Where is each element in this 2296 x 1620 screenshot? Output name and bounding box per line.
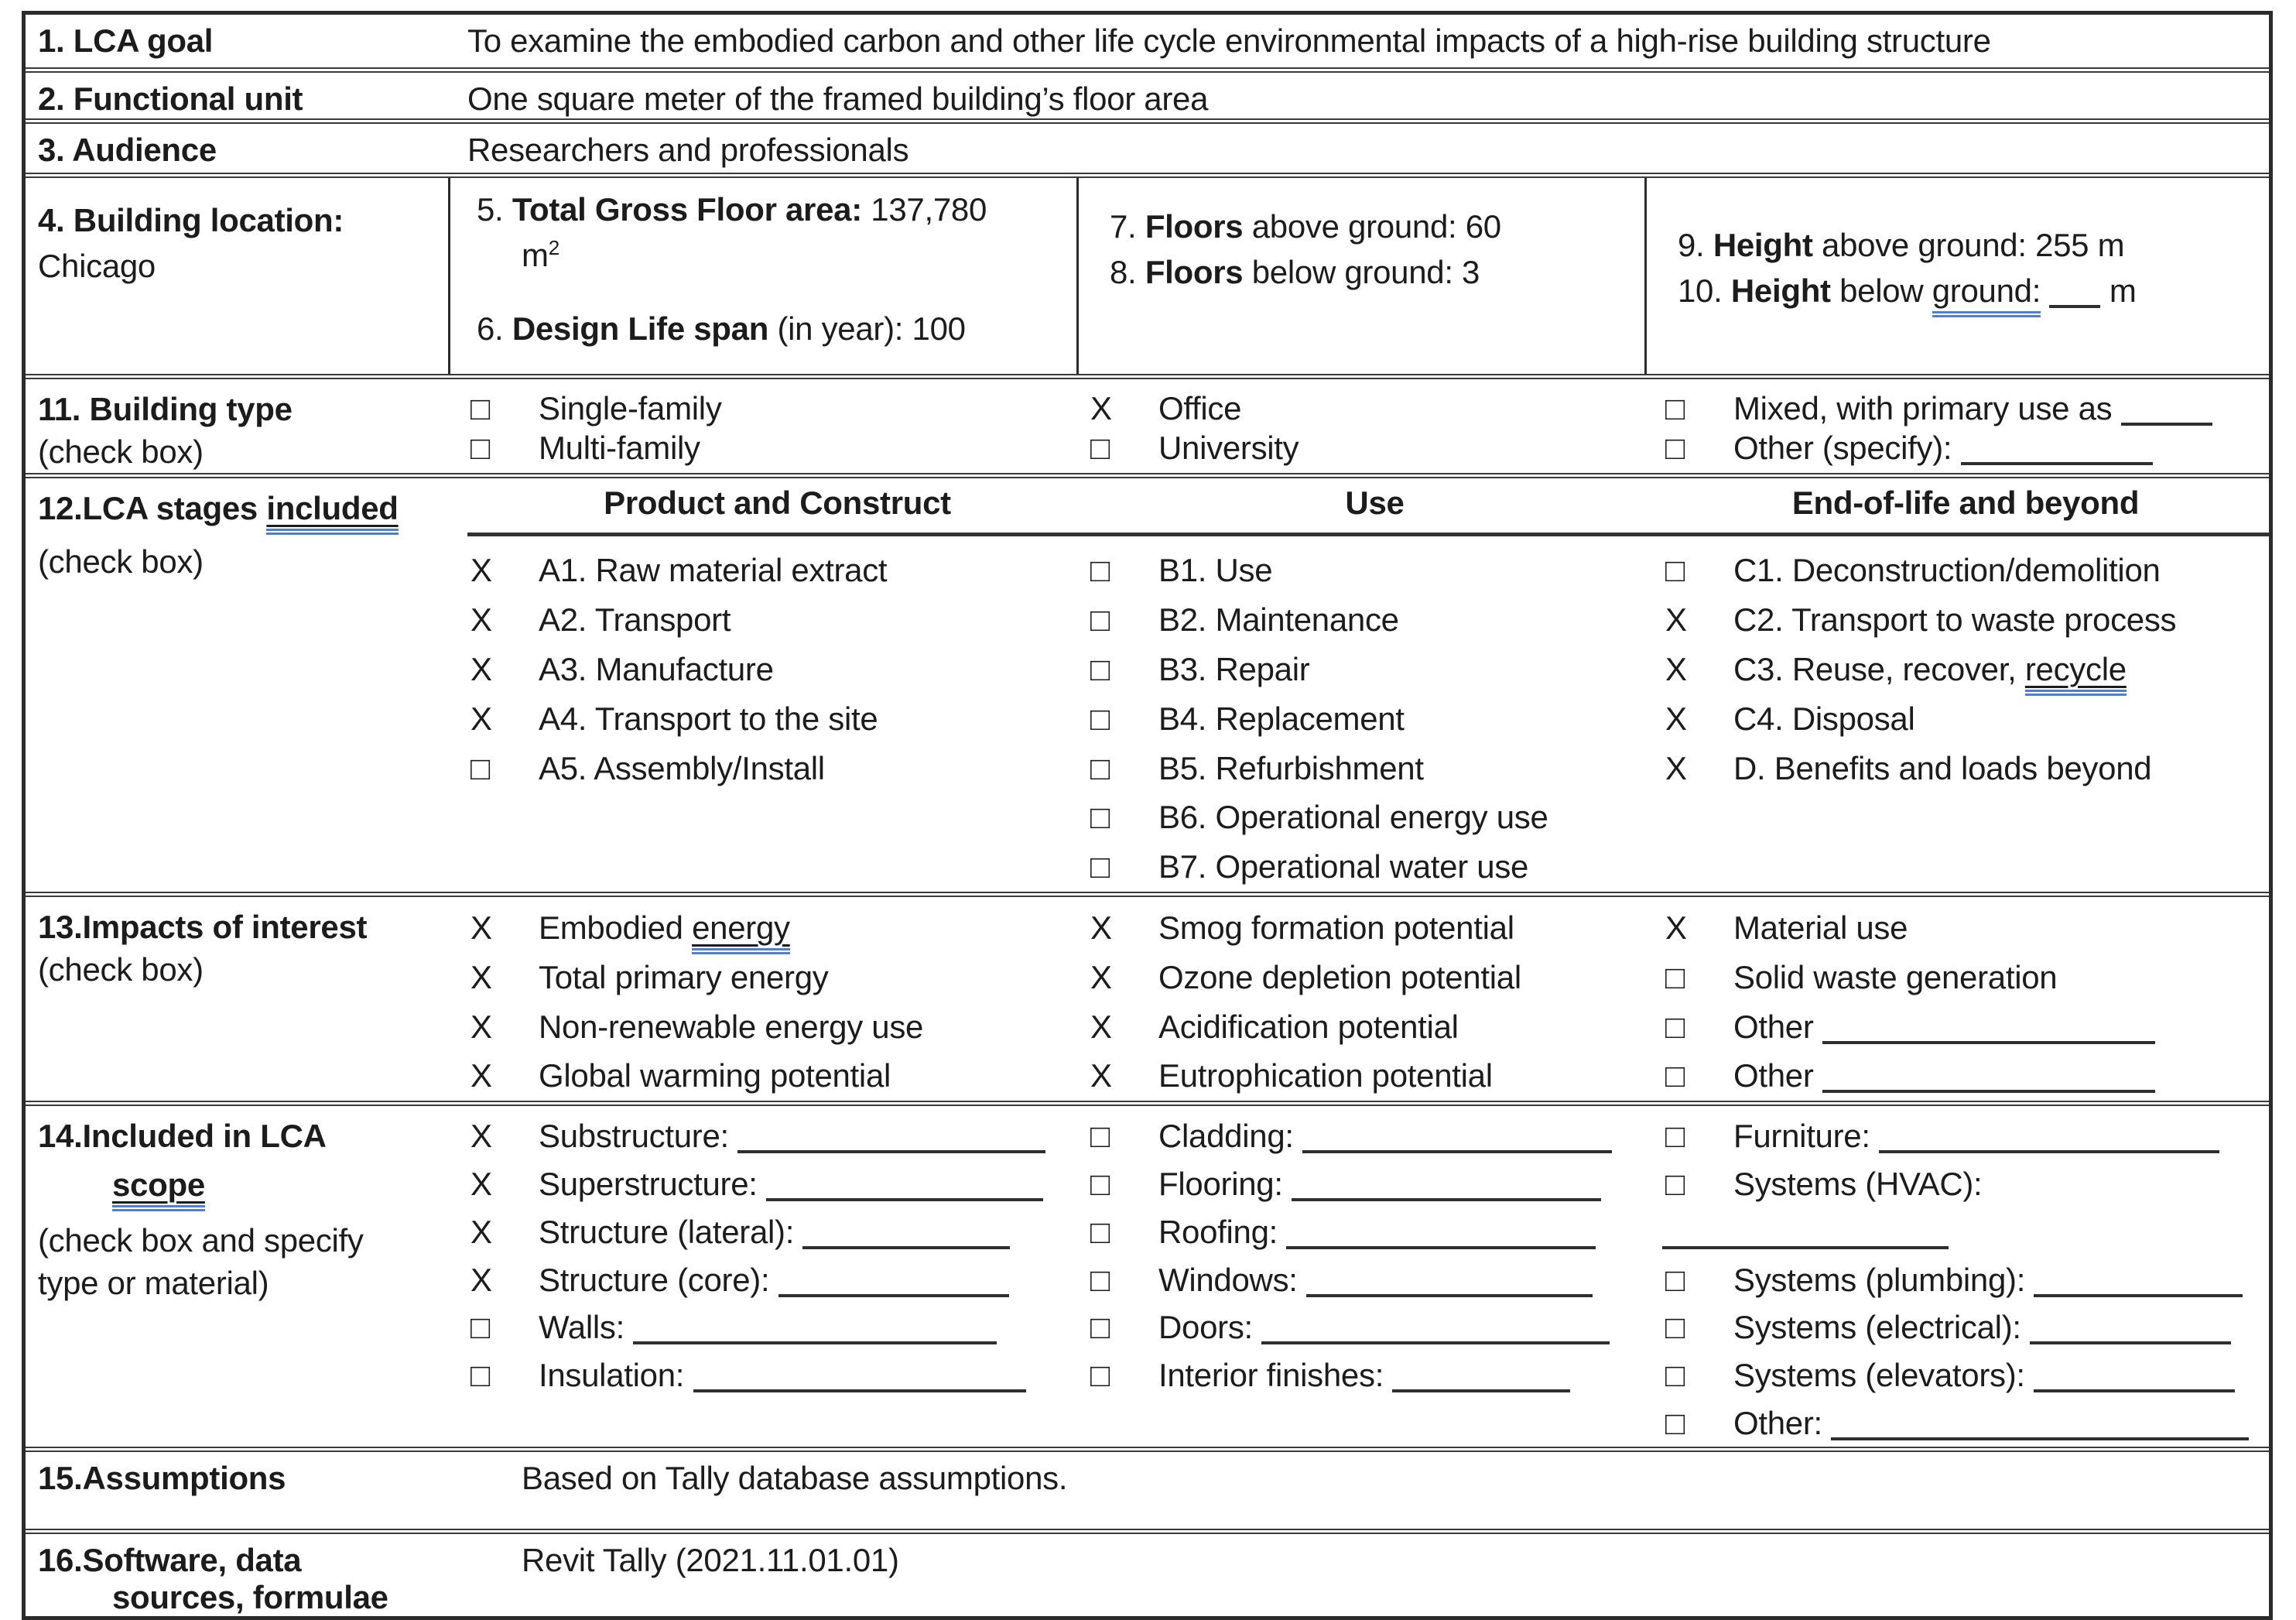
checklist-label: Other bbox=[1733, 1008, 1814, 1045]
functional-unit-value: One square meter of the framed building’s floor area bbox=[467, 80, 1209, 117]
checkbox-mark: X bbox=[1665, 650, 1687, 687]
height-unit: m bbox=[2109, 272, 2137, 309]
building-location-value: Chicago bbox=[38, 247, 156, 284]
area-unit-exponent: 2 bbox=[548, 235, 559, 259]
checklist-label: Ozone depletion potential bbox=[1158, 958, 1521, 995]
height-label: Height bbox=[1730, 272, 1831, 309]
building-type-col1 bbox=[467, 379, 1087, 468]
checklist-item bbox=[467, 428, 1087, 468]
checklist-item bbox=[1662, 1399, 2269, 1447]
item-number: 7. bbox=[1110, 208, 1137, 245]
checkbox-mark: X bbox=[1090, 1057, 1112, 1094]
checklist-label: Global warming potential bbox=[539, 1057, 891, 1094]
checkbox-mark: □ bbox=[1665, 1309, 1685, 1346]
scope-label: 14.Included in LCA bbox=[38, 1118, 327, 1155]
checklist-item bbox=[1662, 1160, 2269, 1255]
building-type-label-cell bbox=[26, 379, 467, 473]
checklist-label: C3. Reuse, recover, bbox=[1733, 650, 2025, 687]
impacts-label-cell bbox=[26, 897, 467, 1101]
checklist-label: Other bbox=[1733, 1057, 1814, 1094]
checkbox-mark: □ bbox=[1665, 1404, 1685, 1441]
checklist-label: B4. Replacement bbox=[1158, 700, 1405, 737]
row-functional-unit bbox=[26, 67, 2269, 118]
scope-sublabel-2: type or material) bbox=[38, 1265, 269, 1302]
checklist-label: Substructure: bbox=[539, 1118, 729, 1155]
checkbox-mark: X bbox=[1090, 390, 1112, 426]
stages-col-use bbox=[1087, 536, 1662, 892]
checklist-label: D. Benefits and loads beyond bbox=[1733, 749, 2152, 786]
checklist-label: Superstructure: bbox=[539, 1166, 758, 1203]
checklist-label: Embodied bbox=[539, 909, 693, 946]
checkbox-mark: X bbox=[470, 1118, 492, 1155]
audience-value: Researchers and professionals bbox=[467, 132, 909, 168]
height-label: Height bbox=[1713, 227, 1813, 263]
lca-stages-sublabel: (check box) bbox=[38, 543, 204, 580]
blank-line bbox=[1822, 1070, 2155, 1093]
checklist-item bbox=[1087, 1351, 1662, 1399]
checkbox-mark: X bbox=[470, 909, 492, 946]
lca-stage-headers bbox=[467, 478, 2269, 536]
height-above-ground bbox=[1678, 223, 2261, 269]
checklist-item bbox=[1087, 1112, 1662, 1160]
checklist-label: Material use bbox=[1733, 909, 1908, 946]
checklist-item bbox=[467, 1002, 1087, 1052]
checklist-item bbox=[1087, 1051, 1662, 1101]
checkbox-mark: □ bbox=[1665, 1057, 1685, 1094]
checklist-item bbox=[1087, 842, 1662, 892]
checkbox-mark: X bbox=[1665, 601, 1687, 639]
row-building-info bbox=[26, 173, 2269, 374]
checklist-label: C1. Deconstruction/demolition bbox=[1733, 552, 2161, 589]
checklist-item bbox=[467, 694, 1087, 744]
checkbox-mark: □ bbox=[1090, 848, 1110, 885]
checklist-label: A3. Manufacture bbox=[539, 650, 774, 687]
checkbox-mark: □ bbox=[470, 390, 491, 426]
checklist-label: Insulation: bbox=[539, 1356, 685, 1393]
building-type-sublabel: (check box) bbox=[38, 433, 204, 470]
checkbox-mark: □ bbox=[1090, 1309, 1110, 1346]
checklist-label: Walls: bbox=[539, 1309, 624, 1346]
header-product-construct: Product and Construct bbox=[604, 485, 951, 522]
checkbox-mark: □ bbox=[1665, 390, 1685, 426]
grammar-underlined-word: included bbox=[266, 490, 398, 535]
checklist-item bbox=[1087, 1208, 1662, 1256]
checkbox-mark: X bbox=[470, 1008, 492, 1045]
checklist-label: Structure (core): bbox=[539, 1261, 770, 1298]
software-label-cell bbox=[26, 1534, 467, 1616]
checklist-item bbox=[467, 1208, 1087, 1256]
checklist-label: B3. Repair bbox=[1158, 650, 1310, 687]
checklist-item bbox=[1662, 1112, 2269, 1160]
checklist-label: Other: bbox=[1733, 1404, 1822, 1441]
blank-line bbox=[1286, 1226, 1596, 1249]
checklist-label: Non-renewable energy use bbox=[539, 1008, 924, 1045]
checklist-label: Interior finishes: bbox=[1158, 1356, 1384, 1393]
checkbox-mark: □ bbox=[470, 1356, 491, 1393]
scope-col1 bbox=[467, 1106, 1087, 1447]
checklist-label: Cladding: bbox=[1158, 1118, 1294, 1155]
software-label-line1: 16.Software, data bbox=[38, 1542, 302, 1579]
blank-line bbox=[1662, 1226, 1949, 1249]
lca-goal-label: 1. LCA goal bbox=[38, 22, 214, 59]
grammar-underlined-word: ground: bbox=[1932, 272, 2041, 317]
lca-goal-value: To examine the embodied carbon and other life cycle environmental impacts of a high-rise building structure bbox=[467, 22, 1991, 59]
checklist-item bbox=[467, 645, 1087, 694]
checkbox-mark: □ bbox=[1090, 650, 1110, 687]
floors-above-ground bbox=[1110, 204, 1637, 250]
blank-line bbox=[802, 1226, 1010, 1249]
checkbox-mark: X bbox=[470, 958, 492, 995]
checklist-item bbox=[1662, 595, 2269, 645]
checkbox-mark: X bbox=[470, 1057, 492, 1094]
checklist-item bbox=[467, 744, 1087, 793]
checklist-label: Other (specify): bbox=[1733, 430, 1952, 467]
checklist-item bbox=[467, 1256, 1087, 1304]
checklist-item bbox=[467, 546, 1087, 595]
item-number: 10. bbox=[1678, 272, 1723, 309]
item-number: 9. bbox=[1678, 227, 1705, 263]
design-life-span bbox=[477, 307, 1069, 352]
lca-stages-label-cell bbox=[26, 478, 467, 892]
row-impacts-of-interest bbox=[26, 892, 2269, 1101]
checkbox-mark: X bbox=[1090, 1008, 1112, 1045]
checklist-item bbox=[1662, 1256, 2269, 1304]
checkbox-mark: X bbox=[470, 1261, 492, 1298]
checklist-label: B1. Use bbox=[1158, 552, 1273, 589]
floors-above-value: above ground: 60 bbox=[1251, 208, 1501, 245]
floors-label: Floors bbox=[1145, 208, 1244, 245]
building-location-cell bbox=[26, 178, 448, 374]
blank-line bbox=[2034, 1274, 2243, 1297]
blank-line bbox=[1392, 1369, 1570, 1392]
checklist-item bbox=[1662, 903, 2269, 953]
checklist-label: C2. Transport to waste process bbox=[1733, 601, 2177, 639]
row-lca-stages bbox=[26, 473, 2269, 892]
checklist-label: Structure (lateral): bbox=[539, 1213, 795, 1250]
blank-line bbox=[2030, 1321, 2231, 1344]
checklist-label: Windows: bbox=[1158, 1261, 1298, 1298]
scope-col3 bbox=[1662, 1106, 2269, 1447]
checklist-label: Systems (elevators): bbox=[1733, 1356, 2025, 1393]
checklist-item bbox=[1087, 1002, 1662, 1052]
lca-stages-label: 12.LCA stages included bbox=[38, 488, 463, 530]
checklist-item bbox=[1662, 389, 2269, 428]
checkbox-mark: □ bbox=[1090, 601, 1110, 639]
floors-label: Floors bbox=[1145, 253, 1244, 290]
row-lca-goal bbox=[26, 15, 2269, 67]
checkbox-mark: X bbox=[1090, 909, 1112, 946]
checklist-item bbox=[1087, 953, 1662, 1002]
building-type-col3 bbox=[1662, 379, 2269, 468]
blank-line bbox=[1822, 1021, 2155, 1044]
checkbox-mark: □ bbox=[1090, 1356, 1110, 1393]
checklist-item bbox=[1087, 744, 1662, 793]
checklist-label: Office bbox=[1158, 390, 1242, 426]
checkbox-mark: X bbox=[470, 552, 492, 589]
checklist-item bbox=[1662, 428, 2269, 468]
checklist-item bbox=[467, 595, 1087, 645]
checklist-label: Total primary energy bbox=[539, 958, 829, 995]
checklist-item bbox=[1087, 645, 1662, 694]
checkbox-mark: □ bbox=[470, 430, 491, 467]
checkbox-mark: □ bbox=[1090, 552, 1110, 589]
checklist-item bbox=[1087, 793, 1662, 842]
checklist-item bbox=[1087, 1160, 1662, 1208]
checklist-item bbox=[1087, 428, 1662, 468]
checklist-item bbox=[1662, 744, 2269, 793]
blank-line bbox=[1302, 1130, 1612, 1153]
blank-line bbox=[2121, 402, 2212, 426]
checkbox-mark: □ bbox=[1090, 430, 1110, 467]
checkbox-mark: □ bbox=[1665, 1166, 1685, 1203]
checklist-label: Eutrophication potential bbox=[1158, 1057, 1493, 1094]
checklist-label: Doors: bbox=[1158, 1309, 1253, 1346]
checklist-item bbox=[1087, 389, 1662, 428]
checklist-label: B6. Operational energy use bbox=[1158, 799, 1548, 836]
checklist-label: Roofing: bbox=[1158, 1213, 1278, 1250]
checklist-label: Furniture: bbox=[1733, 1118, 1870, 1155]
checklist-item bbox=[467, 1303, 1087, 1351]
checkbox-mark: X bbox=[470, 1213, 492, 1250]
checklist-item bbox=[1662, 645, 2269, 694]
checkbox-mark: □ bbox=[1090, 1166, 1110, 1203]
blank-line bbox=[1879, 1130, 2219, 1153]
scope-col2 bbox=[1087, 1106, 1662, 1447]
blank-line bbox=[1261, 1321, 1610, 1344]
checklist-label: A4. Transport to the site bbox=[539, 700, 878, 737]
checklist-label: Systems (plumbing): bbox=[1733, 1261, 2026, 1298]
software-value: Revit Tally (2021.11.01.01) bbox=[522, 1542, 899, 1579]
floors-below-ground bbox=[1110, 250, 1637, 296]
scope-label-cell bbox=[26, 1106, 467, 1447]
checklist-item bbox=[467, 1160, 1087, 1208]
checklist-label: Acidification potential bbox=[1158, 1008, 1459, 1045]
area-unit: $m^2$ bbox=[522, 235, 559, 273]
checklist-item bbox=[1662, 1051, 2269, 1101]
checklist-label: Systems (electrical): bbox=[1733, 1309, 2021, 1346]
checkbox-mark: X bbox=[1665, 700, 1687, 737]
grammar-underlined-word: recycle bbox=[2025, 651, 2127, 696]
checkbox-mark: X bbox=[1665, 749, 1687, 786]
header-end-of-life: End-of-life and beyond bbox=[1791, 485, 2140, 522]
checklist-item bbox=[467, 903, 1087, 953]
row-assumptions bbox=[26, 1447, 2269, 1529]
design-life-label: Design Life span bbox=[512, 310, 769, 347]
checklist-label: A2. Transport bbox=[539, 601, 731, 639]
checklist-label: Smog formation potential bbox=[1158, 909, 1514, 946]
impacts-label: 13.Impacts of interest bbox=[38, 908, 368, 945]
checklist-item bbox=[1662, 1002, 2269, 1052]
gross-floor-area bbox=[477, 187, 1069, 279]
height-above-value: above ground: 255 m bbox=[1822, 227, 2125, 263]
checkbox-mark: X bbox=[470, 1166, 492, 1203]
gross-floor-area-value: 137,780 bbox=[871, 191, 987, 228]
blank-line bbox=[766, 1178, 1043, 1201]
height-below-ground: 10. Height below ground: m bbox=[1678, 269, 2261, 314]
header-use: Use bbox=[1345, 485, 1405, 522]
impacts-col1 bbox=[467, 897, 1087, 1101]
impacts-col3 bbox=[1662, 897, 2269, 1101]
row-building-type bbox=[26, 374, 2269, 473]
blank-line bbox=[633, 1321, 997, 1344]
assumptions-value: Based on Tally database assumptions. bbox=[522, 1460, 1068, 1497]
blank-line bbox=[1831, 1417, 2249, 1440]
floor-area-cell bbox=[448, 178, 1076, 374]
checkbox-mark: □ bbox=[1665, 958, 1685, 995]
height-cell bbox=[1644, 178, 2269, 374]
checklist-item bbox=[1662, 1351, 2269, 1399]
checklist-label: University bbox=[1158, 430, 1299, 467]
checklist-item bbox=[1662, 694, 2269, 744]
checkbox-mark: □ bbox=[1665, 1118, 1685, 1155]
checkbox-mark: □ bbox=[1665, 1008, 1685, 1045]
blank-line bbox=[778, 1274, 1009, 1297]
stages-col-eol bbox=[1662, 536, 2269, 892]
checklist-item bbox=[1087, 1256, 1662, 1304]
software-label-line2: sources, formulae bbox=[112, 1579, 388, 1616]
checklist-item bbox=[1662, 546, 2269, 595]
checkbox-mark: X bbox=[1665, 909, 1687, 946]
checklist-label: Systems (HVAC): bbox=[1733, 1166, 1983, 1203]
checkbox-mark: □ bbox=[1090, 1213, 1110, 1250]
checkbox-mark: X bbox=[470, 700, 492, 737]
checkbox-mark: □ bbox=[1665, 1261, 1685, 1298]
checkbox-mark: X bbox=[470, 650, 492, 687]
functional-unit-label: 2. Functional unit bbox=[38, 80, 303, 117]
audience-label: 3. Audience bbox=[38, 132, 217, 168]
checkbox-mark: □ bbox=[1090, 700, 1110, 737]
checkbox-mark: □ bbox=[470, 749, 491, 786]
checkbox-mark: □ bbox=[1090, 1261, 1110, 1298]
checklist-item bbox=[1087, 694, 1662, 744]
floors-cell bbox=[1076, 178, 1644, 374]
checklist-label: B5. Refurbishment bbox=[1158, 749, 1424, 786]
blank-line bbox=[693, 1369, 1026, 1392]
checklist-label: A5. Assembly/Install bbox=[539, 749, 825, 786]
checklist-label: A1. Raw material extract bbox=[539, 552, 888, 589]
blank-line bbox=[2049, 285, 2100, 308]
checklist-item bbox=[467, 1051, 1087, 1101]
checklist-label: B7. Operational water use bbox=[1158, 848, 1529, 885]
checklist-item bbox=[467, 389, 1087, 428]
lca-goal-scope-table bbox=[22, 11, 2273, 1620]
checklist-label: Single-family bbox=[539, 390, 722, 426]
checkbox-mark: X bbox=[1090, 958, 1112, 995]
grammar-underlined-word: scope bbox=[112, 1166, 205, 1211]
row-software bbox=[26, 1529, 2269, 1616]
impacts-col2 bbox=[1087, 897, 1662, 1101]
checkbox-mark: □ bbox=[1665, 430, 1685, 467]
scope-label-word bbox=[112, 1164, 463, 1207]
checklist-item bbox=[467, 953, 1087, 1002]
checklist-item bbox=[1087, 546, 1662, 595]
checkbox-mark: X bbox=[470, 601, 492, 639]
row-lca-scope bbox=[26, 1101, 2269, 1447]
gross-floor-area-label: Total Gross Floor area: bbox=[512, 191, 862, 228]
checklist-label: B2. Maintenance bbox=[1158, 601, 1399, 639]
checklist-label: Solid waste generation bbox=[1733, 958, 2058, 995]
checklist-item bbox=[1662, 1303, 2269, 1351]
checkbox-mark: □ bbox=[1665, 1356, 1685, 1393]
building-location-label: 4. Building location: bbox=[38, 202, 344, 238]
checklist-label: C4. Disposal bbox=[1733, 700, 1915, 737]
grammar-underlined-word: energy bbox=[692, 909, 790, 954]
item-number: 8. bbox=[1110, 253, 1137, 290]
item-number: 6. bbox=[477, 310, 504, 347]
assumptions-label: 15.Assumptions bbox=[38, 1460, 286, 1497]
building-type-label: 11. Building type bbox=[38, 391, 293, 427]
checkbox-mark: □ bbox=[1090, 749, 1110, 786]
checklist-item bbox=[1662, 953, 2269, 1002]
checklist-label: Mixed, with primary use as bbox=[1733, 390, 2113, 426]
checklist-label: Multi-family bbox=[539, 430, 700, 467]
checkbox-mark: □ bbox=[1090, 1118, 1110, 1155]
scope-sublabel-1: (check box and specify bbox=[38, 1222, 364, 1259]
checklist-item bbox=[1087, 903, 1662, 953]
checklist-item bbox=[467, 1112, 1087, 1160]
floors-below-value: below ground: 3 bbox=[1251, 253, 1480, 290]
design-life-value: (in year): 100 bbox=[777, 310, 966, 347]
checklist-label: Flooring: bbox=[1158, 1166, 1283, 1203]
blank-line bbox=[2034, 1369, 2235, 1392]
building-type-col2 bbox=[1087, 379, 1662, 468]
blank-line bbox=[1961, 442, 2153, 465]
blank-line bbox=[1306, 1274, 1593, 1297]
blank-line bbox=[1292, 1178, 1601, 1201]
stages-col-product bbox=[467, 536, 1087, 892]
checkbox-mark: □ bbox=[470, 1309, 491, 1346]
checkbox-mark: □ bbox=[1090, 799, 1110, 836]
checklist-item bbox=[1087, 595, 1662, 645]
blank-line bbox=[737, 1130, 1045, 1153]
checkbox-mark: □ bbox=[1665, 552, 1685, 589]
item-number: 5. bbox=[477, 191, 504, 228]
checklist-item bbox=[1087, 1303, 1662, 1351]
row-audience bbox=[26, 118, 2269, 173]
checklist-item bbox=[467, 1351, 1087, 1399]
impacts-sublabel: (check box) bbox=[38, 950, 204, 988]
